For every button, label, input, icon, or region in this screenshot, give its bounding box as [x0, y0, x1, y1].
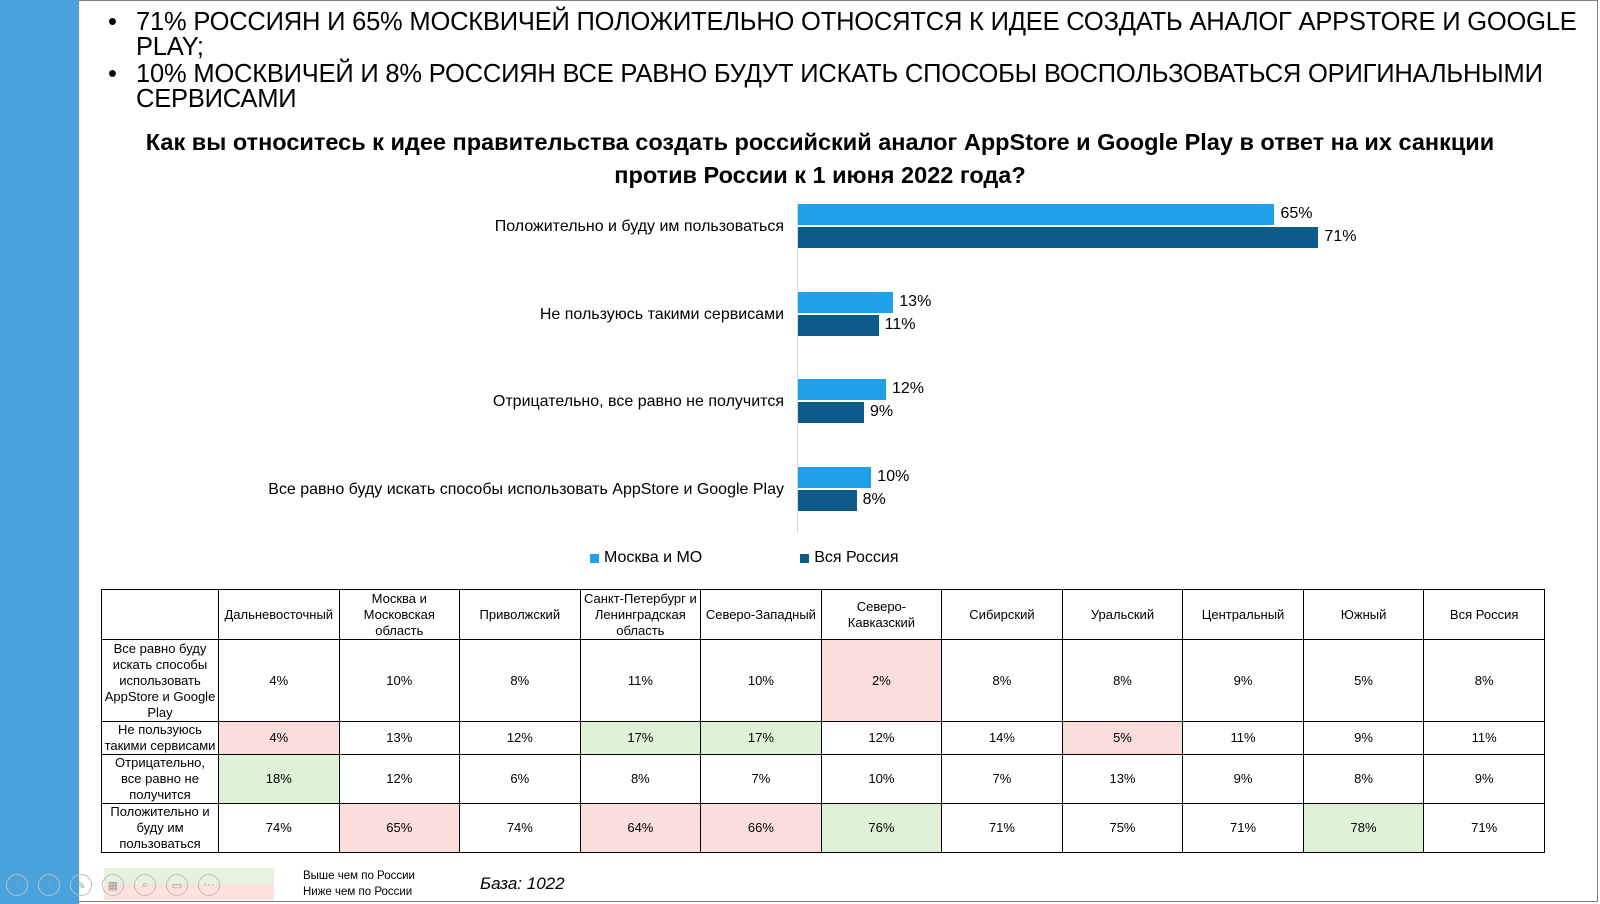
category-label: Положительно и буду им пользоваться	[494, 218, 784, 235]
pen-icon[interactable]: ✎	[70, 874, 92, 896]
bar-moscow	[798, 204, 1274, 225]
table-header-cell	[102, 590, 219, 640]
category-label: Все равно буду искать способы использовать AppStore и Google Play	[268, 481, 784, 498]
table-cell: 78%	[1303, 804, 1424, 853]
table-cell: 10%	[821, 755, 942, 804]
table-cell: 17%	[701, 722, 822, 755]
table-cell: 17%	[580, 722, 701, 755]
table-cell: 11%	[1424, 722, 1545, 755]
table-cell: 13%	[1062, 755, 1183, 804]
table-cell: 8%	[1424, 640, 1545, 722]
table-cell: 8%	[460, 640, 581, 722]
table-cell: 75%	[1062, 804, 1183, 853]
table-cell: 2%	[821, 640, 942, 722]
sample-base: База: 1022	[480, 874, 565, 893]
bar-moscow	[798, 379, 886, 400]
table-cell: 71%	[1424, 804, 1545, 853]
bar-russia	[798, 315, 879, 336]
table-cell: 13%	[339, 722, 460, 755]
legend-higher-label: Выше чем по России	[303, 870, 415, 882]
table-row	[102, 755, 1545, 804]
row-label: Отрицательно, все равно не получится	[102, 755, 219, 804]
table-header-cell: Центральный	[1183, 590, 1304, 640]
arrow-left-icon[interactable]: ‹	[6, 874, 28, 896]
bar-russia	[798, 227, 1318, 248]
legend-lower-label: Ниже чем по России	[303, 886, 413, 898]
category-label: Отрицательно, все равно не получится	[492, 393, 784, 410]
arrow-right-icon[interactable]: ›	[38, 874, 60, 896]
table-cell: 7%	[701, 755, 822, 804]
row-label: Все равно буду искать способы использовать AppStore и Google Play	[102, 640, 219, 722]
row-label: Не пользуюсь такими сервисами	[102, 722, 219, 755]
table-cell: 9%	[1303, 722, 1424, 755]
slides-icon[interactable]: ▦	[102, 874, 124, 896]
category-label: Не пользуюсь такими сервисами	[539, 306, 784, 323]
bar-russia	[798, 402, 864, 423]
table-cell: 14%	[942, 722, 1063, 755]
summary-bullet: • 71% РОССИЯН И 65% МОСКВИЧЕЙ ПОЛОЖИТЕЛЬНО ОТНОСЯТСЯ К ИДЕЕ СОЗДАТЬ АНАЛОГ APPSTORE И GOOGLE PLAY;	[108, 10, 1578, 60]
table-cell: 7%	[942, 755, 1063, 804]
more-icon[interactable]: ···	[198, 874, 220, 896]
table-cell: 12%	[821, 722, 942, 755]
data-label: 10%	[877, 468, 910, 485]
table-cell: 10%	[701, 640, 822, 722]
table-header-cell: Вся Россия	[1424, 590, 1545, 640]
table-cell: 8%	[942, 640, 1063, 722]
legend-swatch	[590, 554, 599, 563]
region-table	[101, 589, 1545, 853]
table-cell: 71%	[942, 804, 1063, 853]
legend-item	[590, 549, 702, 567]
data-label: 13%	[899, 293, 932, 310]
table-legend-text	[303, 868, 415, 900]
table-cell: 4%	[219, 722, 340, 755]
table-row	[102, 640, 1545, 722]
table-cell: 9%	[1183, 640, 1304, 722]
data-label: 11%	[884, 316, 916, 333]
table-header-cell: Дальневосточный	[219, 590, 340, 640]
slide-sidebar-accent	[0, 0, 79, 904]
table-cell: 12%	[460, 722, 581, 755]
data-label: 9%	[869, 403, 894, 420]
data-label: 8%	[862, 491, 886, 508]
table-cell: 9%	[1183, 755, 1304, 804]
data-label: 71%	[1324, 228, 1357, 245]
table-header-cell: Южный	[1303, 590, 1424, 640]
bar-russia	[798, 490, 857, 511]
table-header-cell: Северо-Кавказский	[821, 590, 942, 640]
table-cell: 71%	[1183, 804, 1304, 853]
table-cell: 5%	[1062, 722, 1183, 755]
table-cell: 8%	[1062, 640, 1183, 722]
slideshow-controls	[6, 874, 220, 896]
legend-label: Вся Россия	[814, 549, 899, 566]
subtitles-icon[interactable]: ▭	[166, 874, 188, 896]
table-cell: 66%	[701, 804, 822, 853]
table-cell: 6%	[460, 755, 581, 804]
table-header-cell: Приволжский	[460, 590, 581, 640]
table-header-cell: Санкт-Петербург и Ленинградская область	[580, 590, 701, 640]
data-label: 12%	[891, 380, 924, 397]
table-cell: 4%	[219, 640, 340, 722]
table-cell: 11%	[1183, 722, 1304, 755]
bar-moscow	[798, 292, 893, 313]
table-cell: 9%	[1424, 755, 1545, 804]
table-cell: 65%	[339, 804, 460, 853]
table-header-cell: Уральский	[1062, 590, 1183, 640]
table-cell: 64%	[580, 804, 701, 853]
data-label: 65%	[1280, 205, 1313, 222]
table-cell: 5%	[1303, 640, 1424, 722]
table-cell: 74%	[219, 804, 340, 853]
chart-title: Как вы относитесь к идее правительства создать российский аналог AppStore и Google Play в ответ на их санкции против России к 1 июня 2022 года?	[145, 129, 1495, 188]
row-label: Положительно и буду им пользоваться	[102, 804, 219, 853]
table-cell: 18%	[219, 755, 340, 804]
table-header-cell: Москва и Московская область	[339, 590, 460, 640]
chart-legend	[590, 549, 996, 567]
zoom-icon[interactable]: ⌕	[134, 874, 156, 896]
table-header-row	[102, 590, 1545, 640]
table-row	[102, 722, 1545, 755]
summary-bullets	[108, 10, 1578, 114]
table-cell: 8%	[580, 755, 701, 804]
table-cell: 12%	[339, 755, 460, 804]
legend-swatch	[800, 554, 809, 563]
table-cell: 10%	[339, 640, 460, 722]
bar-moscow	[798, 467, 871, 488]
legend-item	[800, 549, 898, 567]
table-row	[102, 804, 1545, 853]
table-cell: 8%	[1303, 755, 1424, 804]
table-cell: 74%	[460, 804, 581, 853]
legend-label: Москва и МО	[604, 549, 703, 566]
table-cell: 11%	[580, 640, 701, 722]
summary-bullet: • 10% МОСКВИЧЕЙ И 8% РОССИЯН ВСЕ РАВНО БУДУТ ИСКАТЬ СПОСОБЫ ВОСПОЛЬЗОВАТЬСЯ ОРИГИНАЛЬНЫМИ СЕРВИСАМИ	[108, 62, 1578, 112]
table-header-cell: Северо-Западный	[701, 590, 822, 640]
table-header-cell: Сибирский	[942, 590, 1063, 640]
table-cell: 76%	[821, 804, 942, 853]
